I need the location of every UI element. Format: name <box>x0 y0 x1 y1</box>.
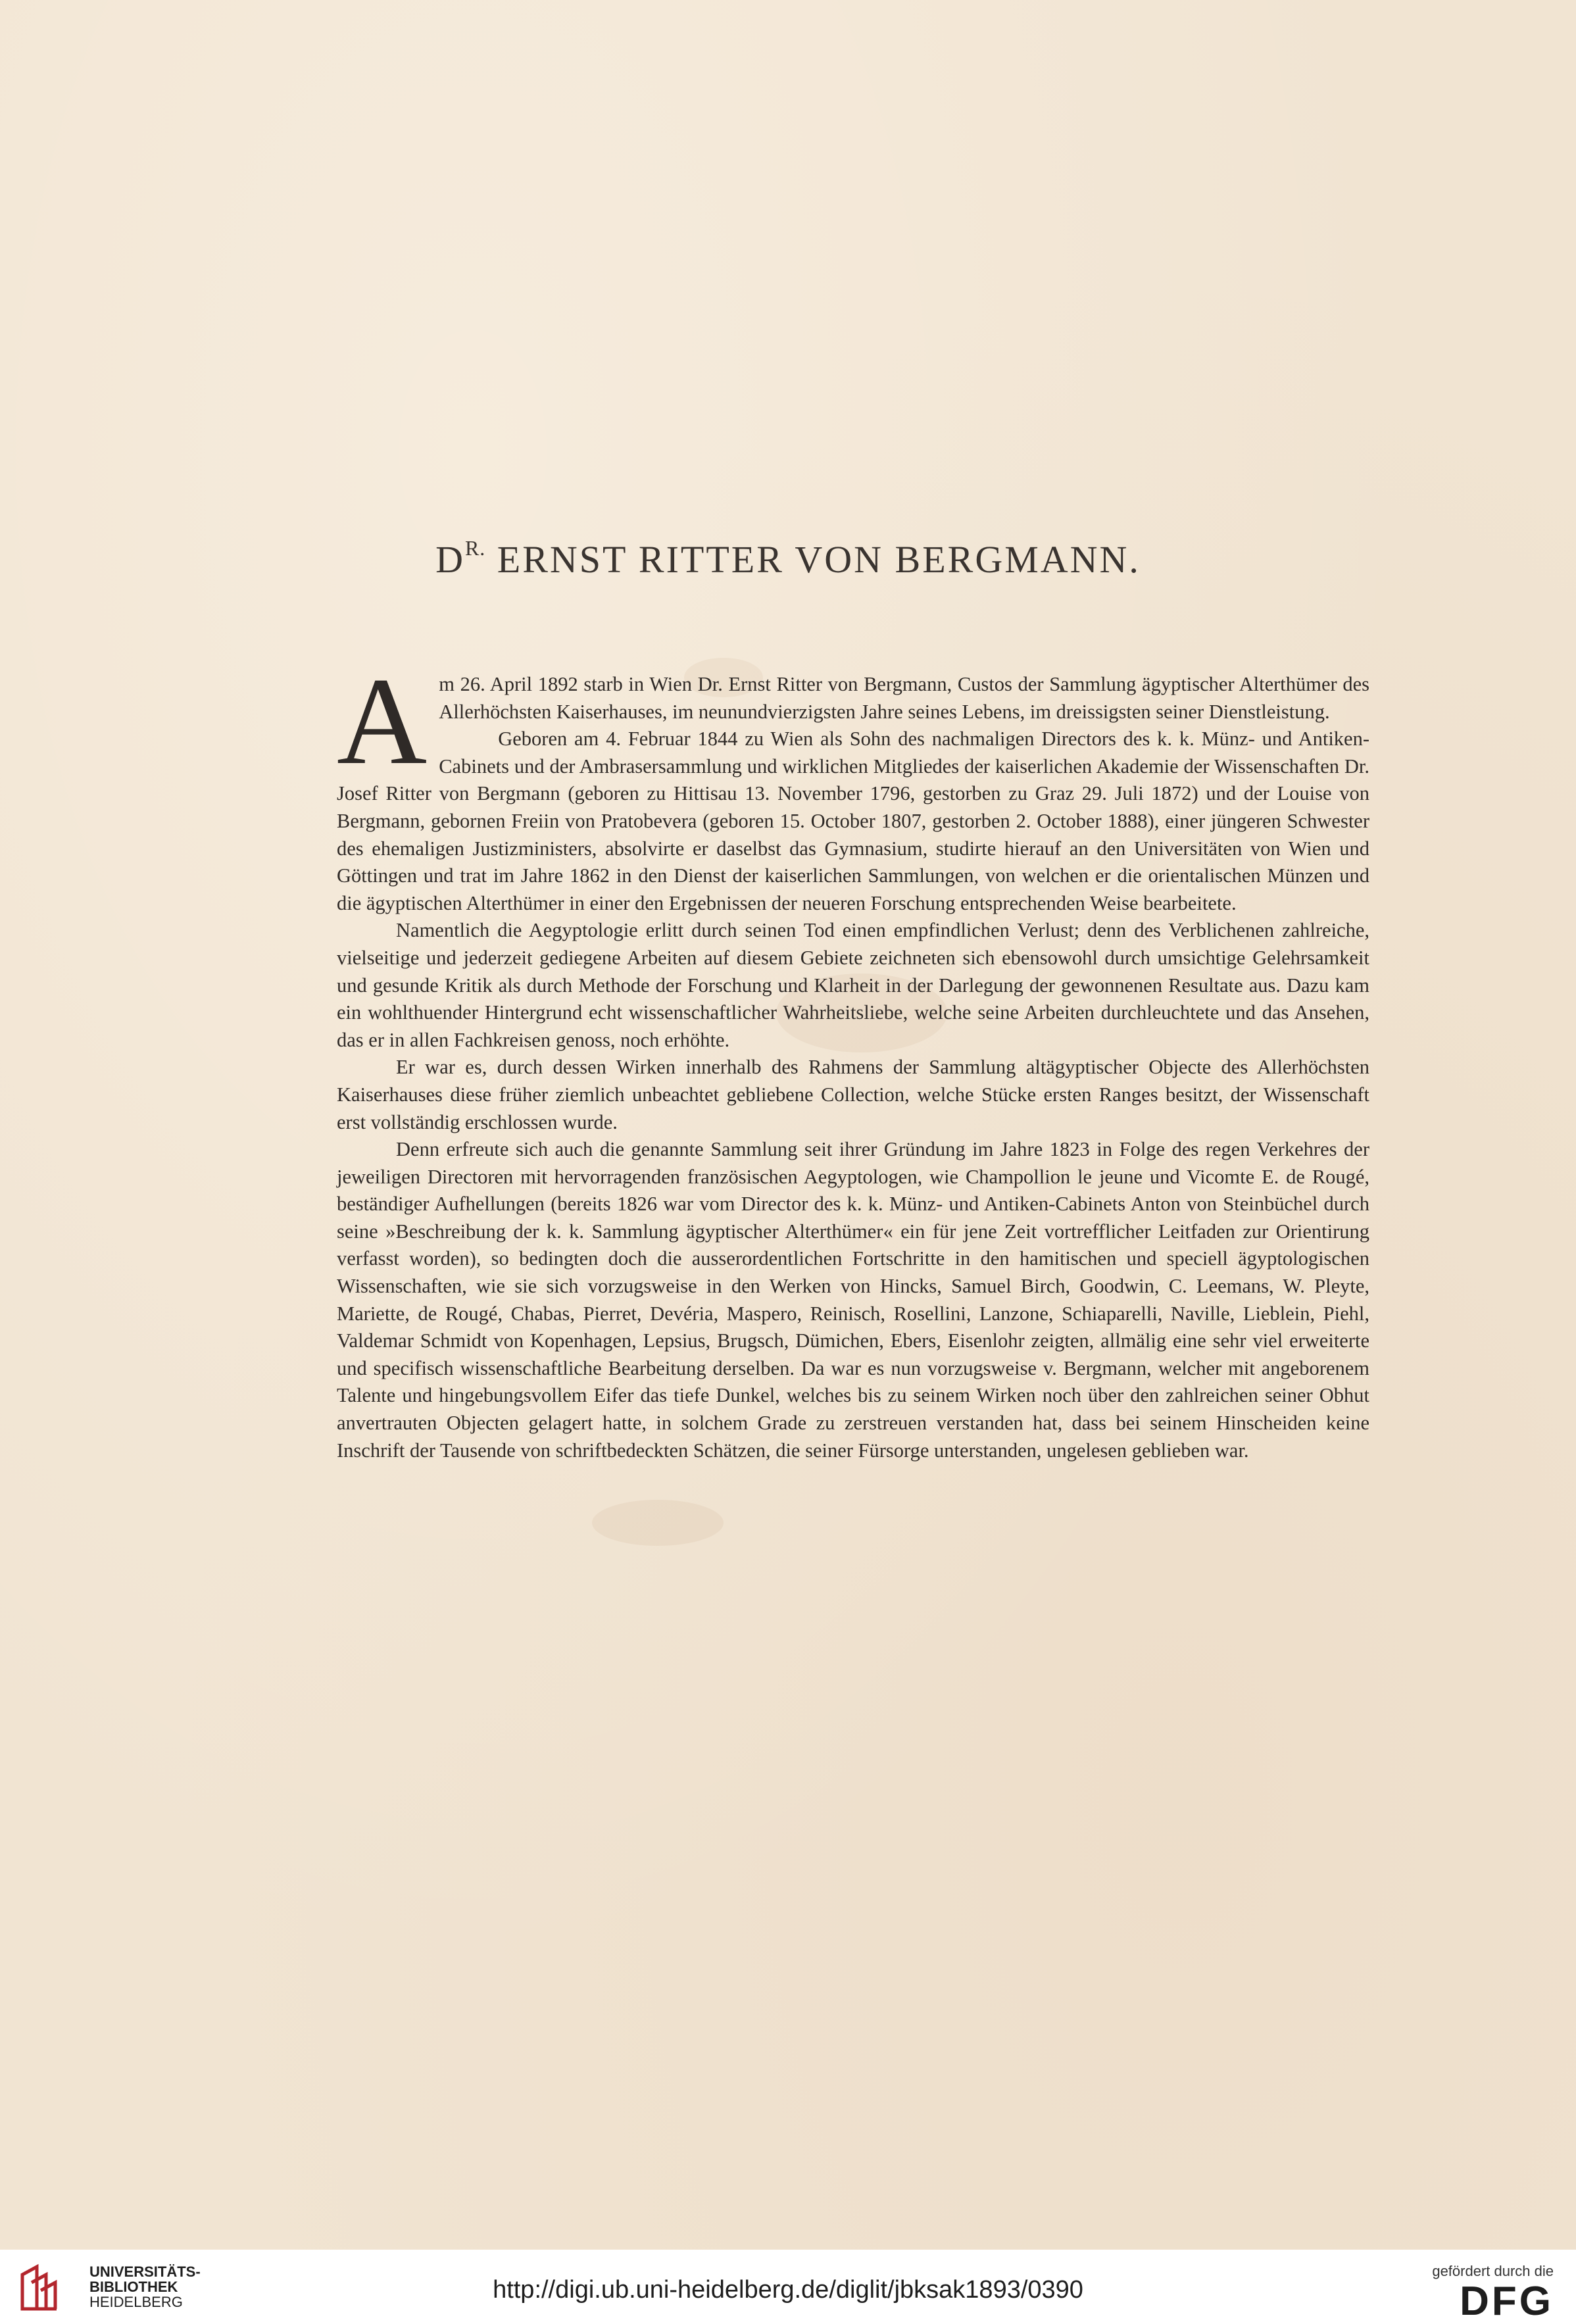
paragraph-3: Namentlich die Aegyptologie erlitt durch seinen Tod einen empfindlichen Verlust; denn des Verblichenen zahlreiche, vielseitige und jederzeit gediegene Arbeiten auf diesem Gebiete zeichneten sich ebensowohl durch umsichtige Gelehrsamkeit und gesunde Kritik als durch Methode der Forschung und Klarheit in der Darlegung der gewonnenen Resultate aus. Dazu kam ein wohlthuender Hintergrund echt wissenschaftlicher Wahrheitsliebe, welche seine Arbeiten durchleuchtete und das Ansehen, das er in allen Fachkreisen genoss, noch erhöhte. <box>337 919 1369 1051</box>
paragraph-4: Er war es, durch dessen Wirken innerhalb des Rahmens der Sammlung altägyptischer Objecte des Allerhöchsten Kaiserhauses diese früher ziemlich unbeachtet gebliebene Collection, welche Stücke ersten Ranges besitzt, der Wissenschaft erst vollständig erschlossen wurde. <box>337 1056 1369 1133</box>
library-name-line2: BIBLIOTHEK <box>89 2279 178 2295</box>
title-main: ERNST RITTER VON BERGMANN. <box>485 538 1141 581</box>
library-name-line3: HEIDELBERG <box>89 2294 183 2310</box>
paragraph-1 <box>337 653 1369 791</box>
funding-caption: gefördert durch die <box>1432 2263 1554 2279</box>
paper-stain <box>592 1500 724 1546</box>
dfg-logo: DFG <box>1460 2279 1554 2324</box>
drop-cap: A <box>337 653 428 791</box>
source-url[interactable]: http://digi.ub.uni-heidelberg.de/diglit/jbksak1893/0390 <box>493 2276 1083 2304</box>
article-body <box>337 653 1369 1464</box>
title-prefix: D <box>435 538 465 581</box>
paragraph-5: Denn erfreute sich auch die genannte Sammlung seit ihrer Gründung im Jahre 1823 in Folge des regen Verkehres der jeweiligen Directoren mit hervorragenden französischen Aegyptologen, wie Champollion le jeune und Vicomte E. de Rougé, beständiger Aufhellungen (bereits 1826 war vom Director des k. k. Münz- und Antiken-Cabinets Anton von Steinbüchel durch seine »Beschreibung der k. k. Sammlung ägyptischer Alterthümer« ein für jene Zeit vortrefflicher Leitfaden zur Orientirung verfasst worden), so bedingten doch die ausserordentlichen Fortschritte in den hamitischen und speciell ägyptologischen Wissenschaften, wie sie sich vorzugsweise in den Werken von Hincks, Samuel Birch, Goodwin, C. Leemans, W. Pleyte, Mariette, de Rougé, Chabas, Pierret, Devéria, Maspero, Reinisch, Rosellini, Lanzone, Schiaparelli, Naville, Lieblein, Piehl, Valdemar Schmidt von Kopenhagen, Lepsius, Brugsch, Dümichen, Ebers, Eisenlohr zeigten, allmälig eine sehr viel erweiterte und specifisch wissenschaftliche Bearbeitung derselben. Da war es nun vorzugsweise v. Bergmann, welcher mit angeborenem Talente und hingebungsvollem Eifer das tiefe Dunkel, welches bis zu seinem Wirken noch über den zahlreichen seiner Obhut anvertrauten Objecten gelagert hatte, in solchem Grade zu zerstreuen verstanden hat, dass bei seinem Hinscheiden keine Inschrift der Tausende von schriftbedeckten Schätzen, die seiner Fürsorge unterstanden, ungelesen geblieben war. <box>337 1138 1369 1462</box>
library-name-line1: UNIVERSITÄTS- <box>89 2263 201 2280</box>
paragraph-1-text: m 26. April 1892 starb in Wien Dr. Ernst Ritter von Bergmann, Custos der Sammlung ägyptischer Alterthümer des Allerhöchsten Kaiserhauses, im neunundvierzigsten Jahre seines Lebens, im dreissigsten seiner Dienstleistung. <box>439 673 1369 723</box>
paragraph-2: Geboren am 4. Februar 1844 zu Wien als Sohn des nachmaligen Directors des k. k. Münz- und Antiken-Cabinets und der Ambrasersammlung und wirklichen Mitgliedes der kaiserlichen Akademie der Wissenschaften Dr. Josef Ritter von Bergmann (geboren zu Hittisau 13. November 1796, gestorben zu Graz 29. Juli 1872) und der Louise von Bergmann, gebornen Freiin von Pratobevera (geboren 15. October 1807, gestorben 2. October 1888), einer jüngeren Schwester des ehemaligen Justizministers, absolvirte er daselbst das Gymnasium, studirte hierauf an den Universitäten von Wien und Göttingen und trat im Jahre 1862 in den Dienst der kaiserlichen Sammlungen, von welchen er die orientalischen Münzen und die ägyptischen Alterthümer in einer den Ergebnissen der neueren Forschung entsprechenden Weise bearbeitete. <box>337 728 1369 914</box>
title-superscript: R. <box>464 536 486 560</box>
article-title <box>0 536 1576 581</box>
footer-bar <box>0 2250 1576 2323</box>
